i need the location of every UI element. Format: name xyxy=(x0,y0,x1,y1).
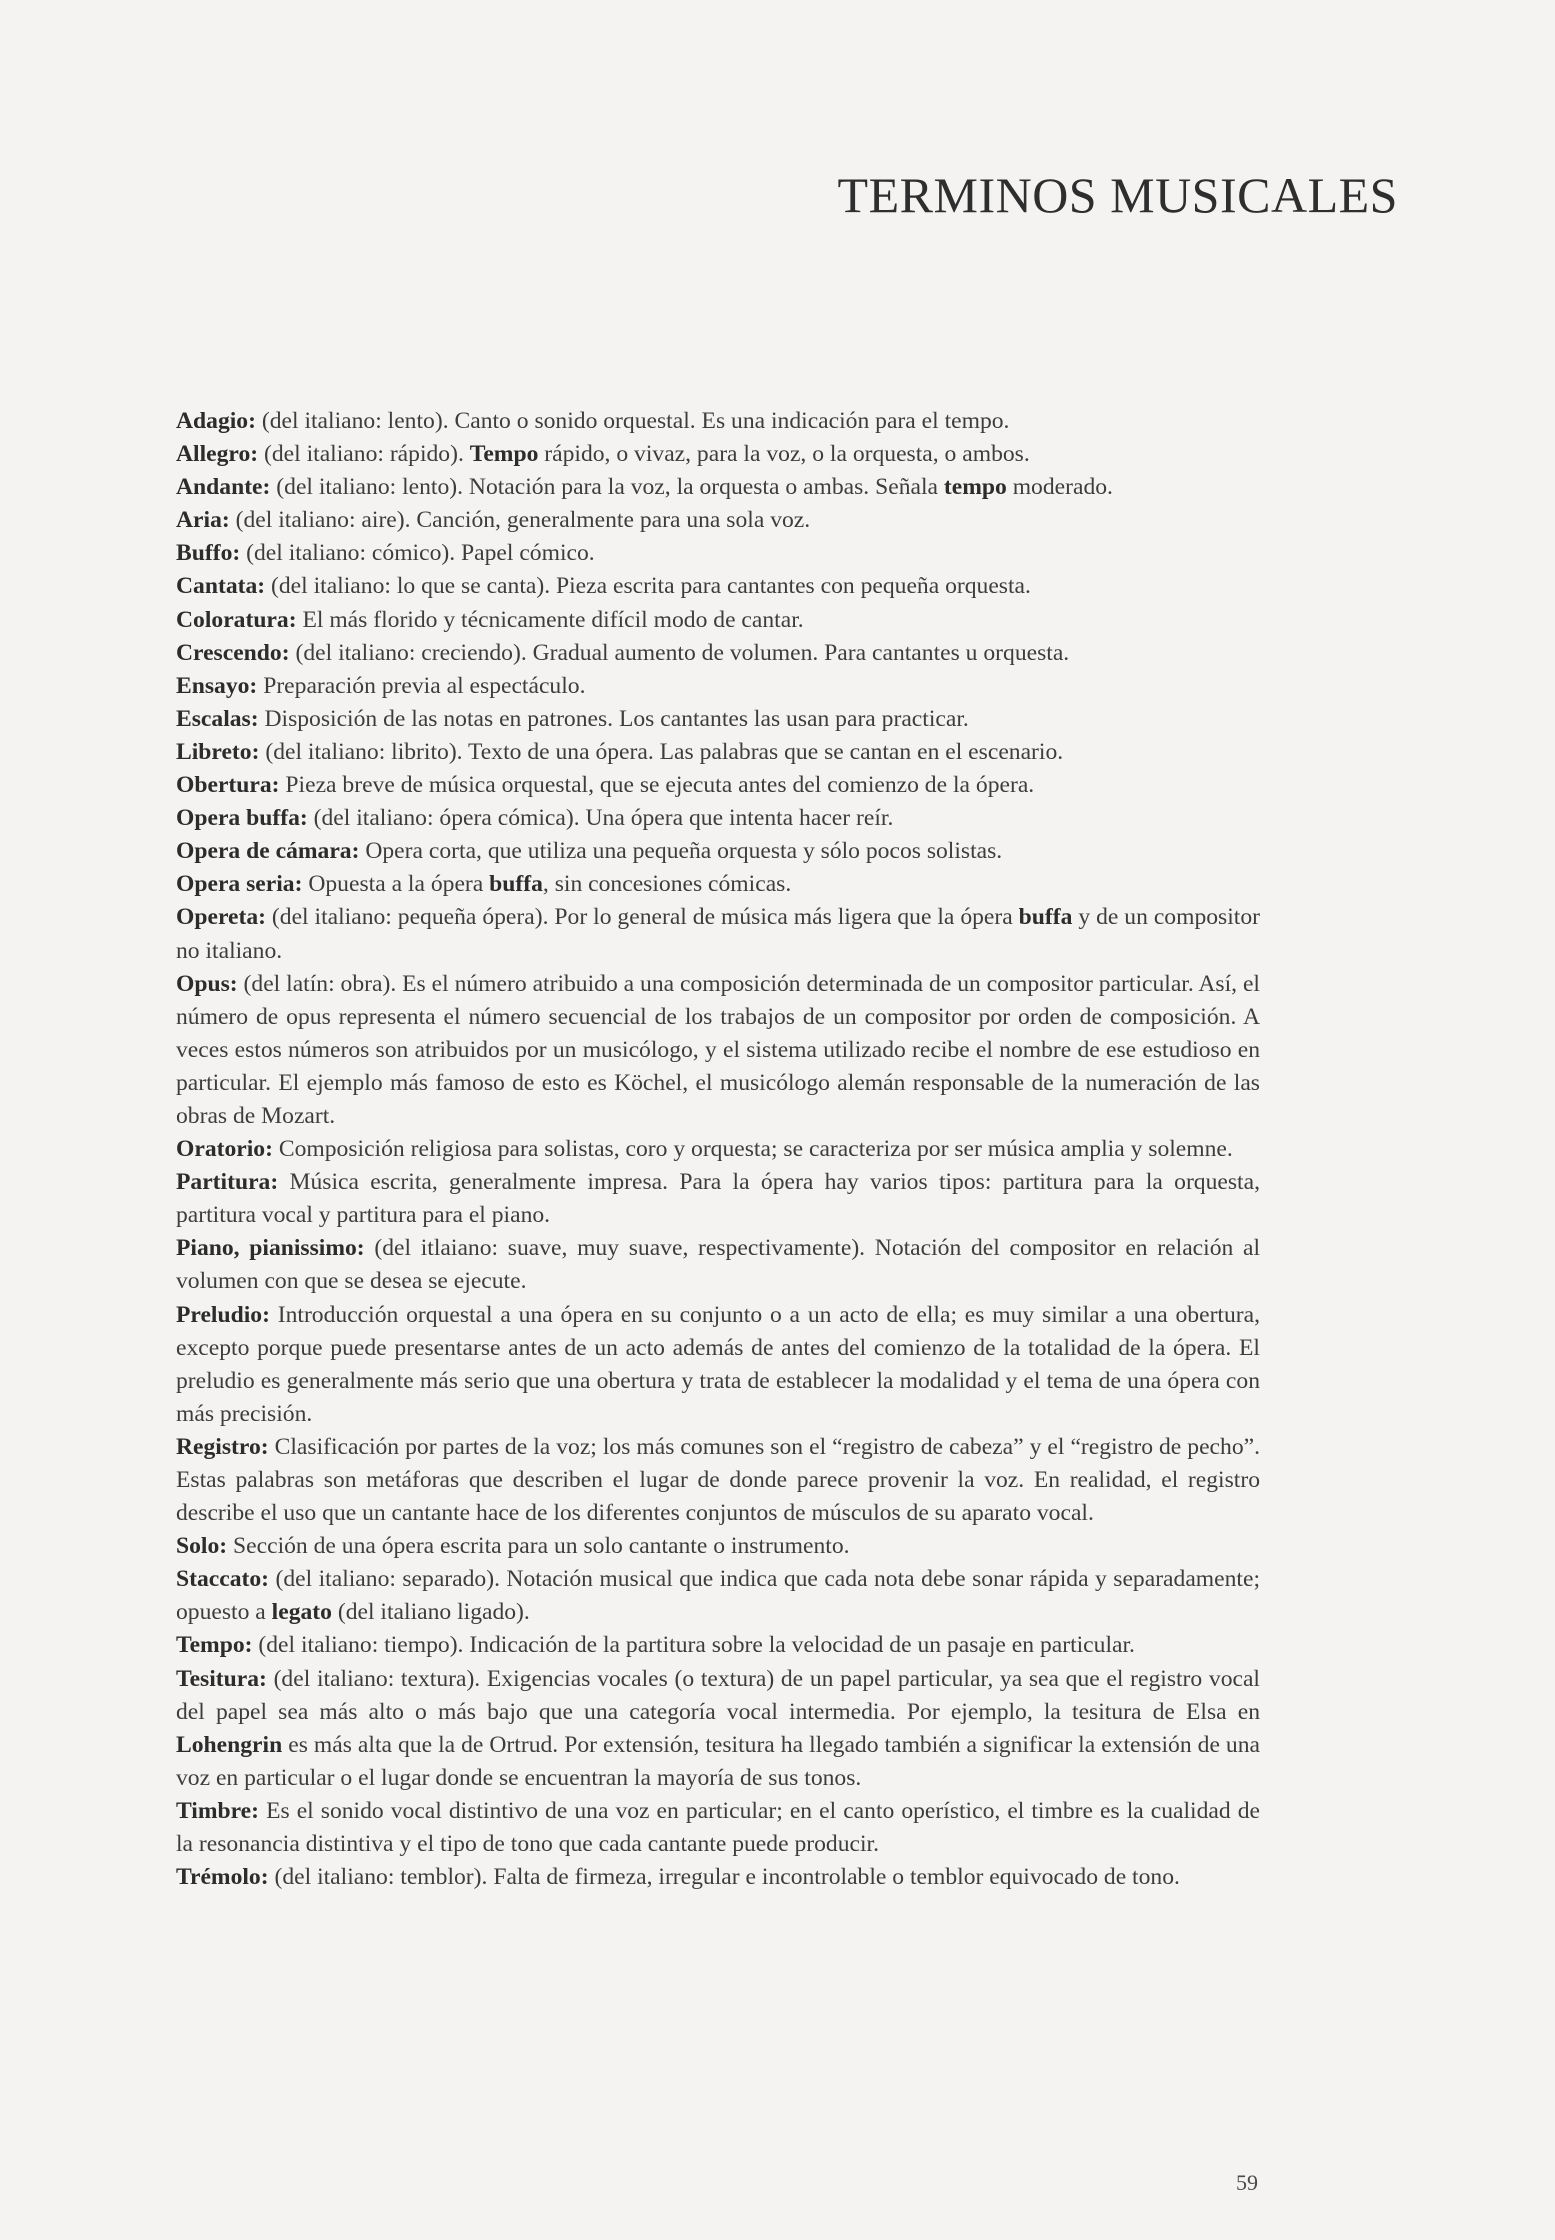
glossary-definition: (del italiano: pequeña ópera). Por lo general de música más ligera que la ópera xyxy=(265,904,1019,931)
glossary-entry xyxy=(176,1133,1260,1166)
glossary-definition: (del itlaiano: suave, muy suave, respectivamente). Notación del compositor en relación al volumen con que se desea se ejecute. xyxy=(176,1235,1261,1295)
glossary-term: Registro: xyxy=(176,1433,269,1460)
glossary-entry xyxy=(176,405,1260,438)
glossary-entry xyxy=(176,537,1260,570)
glossary-definition: (del italiano: tiempo). Indicación de la partitura sobre la velocidad de un pasaje en particular. xyxy=(252,1632,1135,1659)
page-number: 59 xyxy=(1236,2170,1258,2195)
glossary-definition-continued: es más alta que la de Ortrud. Por extensión, tesitura ha llegado también a significar la extensión de una voz en particular o el lugar donde se encuentran la mayoría de sus tonos. xyxy=(176,1731,1260,1791)
glossary-definition: Opuesta a la ópera xyxy=(302,871,490,898)
glossary-definition: Disposición de las notas en patrones. Los cantantes las usan para practicar. xyxy=(258,705,969,732)
glossary-definition: Música escrita, generalmente impresa. Para la ópera hay varios tipos: partitura para la orquesta, partitura vocal y partitura para el piano. xyxy=(176,1169,1260,1229)
glossary-term: Escalas: xyxy=(176,705,259,732)
glossary-definition: Preparación previa al espectáculo. xyxy=(257,672,586,699)
glossary-entry xyxy=(176,1861,1260,1894)
glossary-term: Tesitura: xyxy=(176,1665,267,1692)
glossary-term: Libreto: xyxy=(176,738,260,765)
glossary-term: Oratorio: xyxy=(176,1136,273,1163)
glossary-definition: (del italiano: aire). Canción, generalmente para una sola voz. xyxy=(229,507,811,534)
glossary-term: Tempo: xyxy=(176,1632,253,1659)
glossary-term: Obertura: xyxy=(176,772,280,799)
glossary-entry xyxy=(176,1795,1260,1861)
glossary-term: Buffo: xyxy=(176,540,241,567)
glossary-term: Cantata: xyxy=(176,573,266,600)
glossary-entry xyxy=(176,471,1260,504)
glossary-definition: (del italiano: separado). Notación musical que indica que cada nota debe sonar rápida y separadamente; opuesto a xyxy=(176,1566,1260,1626)
glossary-term: Ensayo: xyxy=(176,672,258,699)
glossary-definition-continued: moderado. xyxy=(1006,474,1113,501)
glossary-entry xyxy=(176,1232,1260,1298)
glossary-entry xyxy=(176,637,1260,670)
glossary-entry xyxy=(176,868,1260,901)
glossary-definition-continued: (del italiano ligado). xyxy=(331,1599,530,1626)
glossary-entry xyxy=(176,1166,1260,1232)
glossary-term: Partitura: xyxy=(176,1169,279,1196)
glossary-entry xyxy=(176,1563,1260,1629)
glossary-term: Solo: xyxy=(176,1533,228,1560)
glossary-definition-continued: y de un compositor no italiano. xyxy=(176,904,1260,964)
glossary-entry xyxy=(176,968,1260,1133)
glossary-emphasis: tempo xyxy=(943,474,1007,501)
glossary-definition: (del italiano: lento). Notación para la voz, la orquesta o ambas. Señala xyxy=(270,474,944,501)
glossary-term: Timbre: xyxy=(176,1797,260,1824)
glossary-entry xyxy=(176,604,1260,637)
glossary-emphasis: Lohengrin xyxy=(176,1731,283,1758)
glossary-emphasis: buffa xyxy=(489,871,543,898)
glossary-term: Opereta: xyxy=(176,904,266,931)
glossary-term: Trémolo: xyxy=(176,1864,269,1891)
glossary-entry xyxy=(176,670,1260,703)
glossary-entry xyxy=(176,736,1260,769)
glossary-term: Aria: xyxy=(176,507,230,534)
glossary-definition: Introducción orquestal a una ópera en su conjunto o a un acto de ella; es muy similar a una obertura, excepto porque puede presentarse antes de un acto además de antes del comienzo de la totalidad de la ópera. El preludio es generalmente más serio que una obertura y trata de establecer la modalidad y el tema de una ópera con más precisión. xyxy=(176,1301,1260,1427)
glossary-term: Opus: xyxy=(176,970,238,997)
glossary-definition: (del italiano: textura). Exigencias vocales (o textura) de un papel particular, ya sea que el registro vocal del papel sea más alto o más bajo que una categoría vocal intermedia. Por ejemplo, la tesitura de Elsa en xyxy=(176,1665,1260,1725)
glossary-definition: Sección de una ópera escrita para un solo cantante o instrumento. xyxy=(227,1533,850,1560)
glossary-entry xyxy=(176,1530,1260,1563)
glossary-definition: (del latín: obra). Es el número atribuido a una composición determinada de un compositor particular. Así, el número de opus representa el número secuencial de los trabajos de un compositor por orden de composición. A veces estos números son atribuidos por un musicólogo, y el sistema utilizado recibe el nombre de ese estudioso en particular. El ejemplo más famoso de esto es Köchel, el musicólogo alemán responsable de la numeración de las obras de Mozart. xyxy=(176,970,1260,1129)
glossary-term: Coloratura: xyxy=(176,606,297,633)
glossary-term: Opera de cámara: xyxy=(176,838,360,865)
glossary-entry xyxy=(176,1299,1260,1431)
glossary-emphasis: legato xyxy=(271,1599,332,1626)
glossary-emphasis: Tempo xyxy=(469,441,539,468)
glossary-definition: (del italiano: cómico). Papel cómico. xyxy=(240,540,595,567)
glossary-term: Crescendo: xyxy=(176,639,290,666)
glossary-definition: Clasificación por partes de la voz; los más comunes son el “registro de cabeza” y el “registro de pecho”. Estas palabras son metáforas que describen el lugar de donde parece provenir la voz. En realidad, el registro describe el uso que un cantante hace de los diferentes conjuntos de músculos de su aparato vocal. xyxy=(176,1433,1260,1527)
glossary-entry xyxy=(176,1663,1260,1795)
glossary-term: Opera buffa: xyxy=(176,805,308,832)
glossary-definition: El más florido y técnicamente difícil modo de cantar. xyxy=(296,606,804,633)
glossary-definition: (del italiano: temblor). Falta de firmeza, irregular e incontrolable o temblor equivocado de tono. xyxy=(268,1864,1180,1891)
page-title: TERMINOS MUSICALES xyxy=(837,167,1398,223)
glossary-term: Preludio: xyxy=(176,1301,270,1328)
glossary-definition: Composición religiosa para solistas, coro y orquesta; se caracteriza por ser música amplia y solemne. xyxy=(272,1136,1233,1163)
glossary-entry xyxy=(176,504,1260,537)
glossary-definition: (del italiano: lento). Canto o sonido orquestal. Es una indicación para el tempo. xyxy=(255,408,1010,434)
glossary-entry xyxy=(176,1431,1260,1530)
glossary-term: Piano, pianissimo: xyxy=(176,1235,365,1262)
glossary-entry xyxy=(176,802,1260,835)
glossary-definition: Es el sonido vocal distintivo de una voz en particular; en el canto operístico, el timbre es la cualidad de la resonancia distintiva y el tipo de tono que cada cantante puede producir. xyxy=(176,1797,1260,1858)
glossary-definition-continued: , sin concesiones cómicas. xyxy=(542,871,792,898)
glossary-term: Adagio: xyxy=(176,408,256,434)
glossary-definition: Opera corta, que utiliza una pequeña orquesta y sólo pocos solistas. xyxy=(359,838,1003,865)
glossary-entry xyxy=(176,835,1260,868)
glossary-term: Opera seria: xyxy=(176,871,303,898)
glossary-definition: (del italiano: creciendo). Gradual aumento de volumen. Para cantantes u orquesta. xyxy=(289,639,1070,666)
glossary-definition: (del italiano: rápido). xyxy=(258,441,470,468)
glossary-definition-continued: rápido, o vivaz, para la voz, o la orquesta, o ambos. xyxy=(538,441,1030,468)
glossary-entry xyxy=(176,901,1260,967)
glossary-entry xyxy=(176,769,1260,802)
glossary-definition: (del italiano: librito). Texto de una ópera. Las palabras que se cantan en el escenario. xyxy=(259,738,1064,765)
glossary-definition: (del italiano: ópera cómica). Una ópera que intenta hacer reír. xyxy=(307,805,894,832)
glossary-emphasis: buffa xyxy=(1018,904,1073,931)
glossary-definition: (del italiano: lo que se canta). Pieza escrita para cantantes con pequeña orquesta. xyxy=(265,573,1031,600)
glossary-term: Allegro: xyxy=(176,441,259,468)
glossary-term: Andante: xyxy=(176,474,271,501)
glossary-entry xyxy=(176,438,1260,471)
glossary-list xyxy=(176,405,1260,1894)
glossary-entry xyxy=(176,703,1260,736)
glossary-entry xyxy=(176,570,1260,603)
glossary-entry xyxy=(176,1629,1260,1662)
glossary-term: Staccato: xyxy=(176,1566,270,1593)
glossary-definition: Pieza breve de música orquestal, que se ejecuta antes del comienzo de la ópera. xyxy=(279,772,1035,799)
